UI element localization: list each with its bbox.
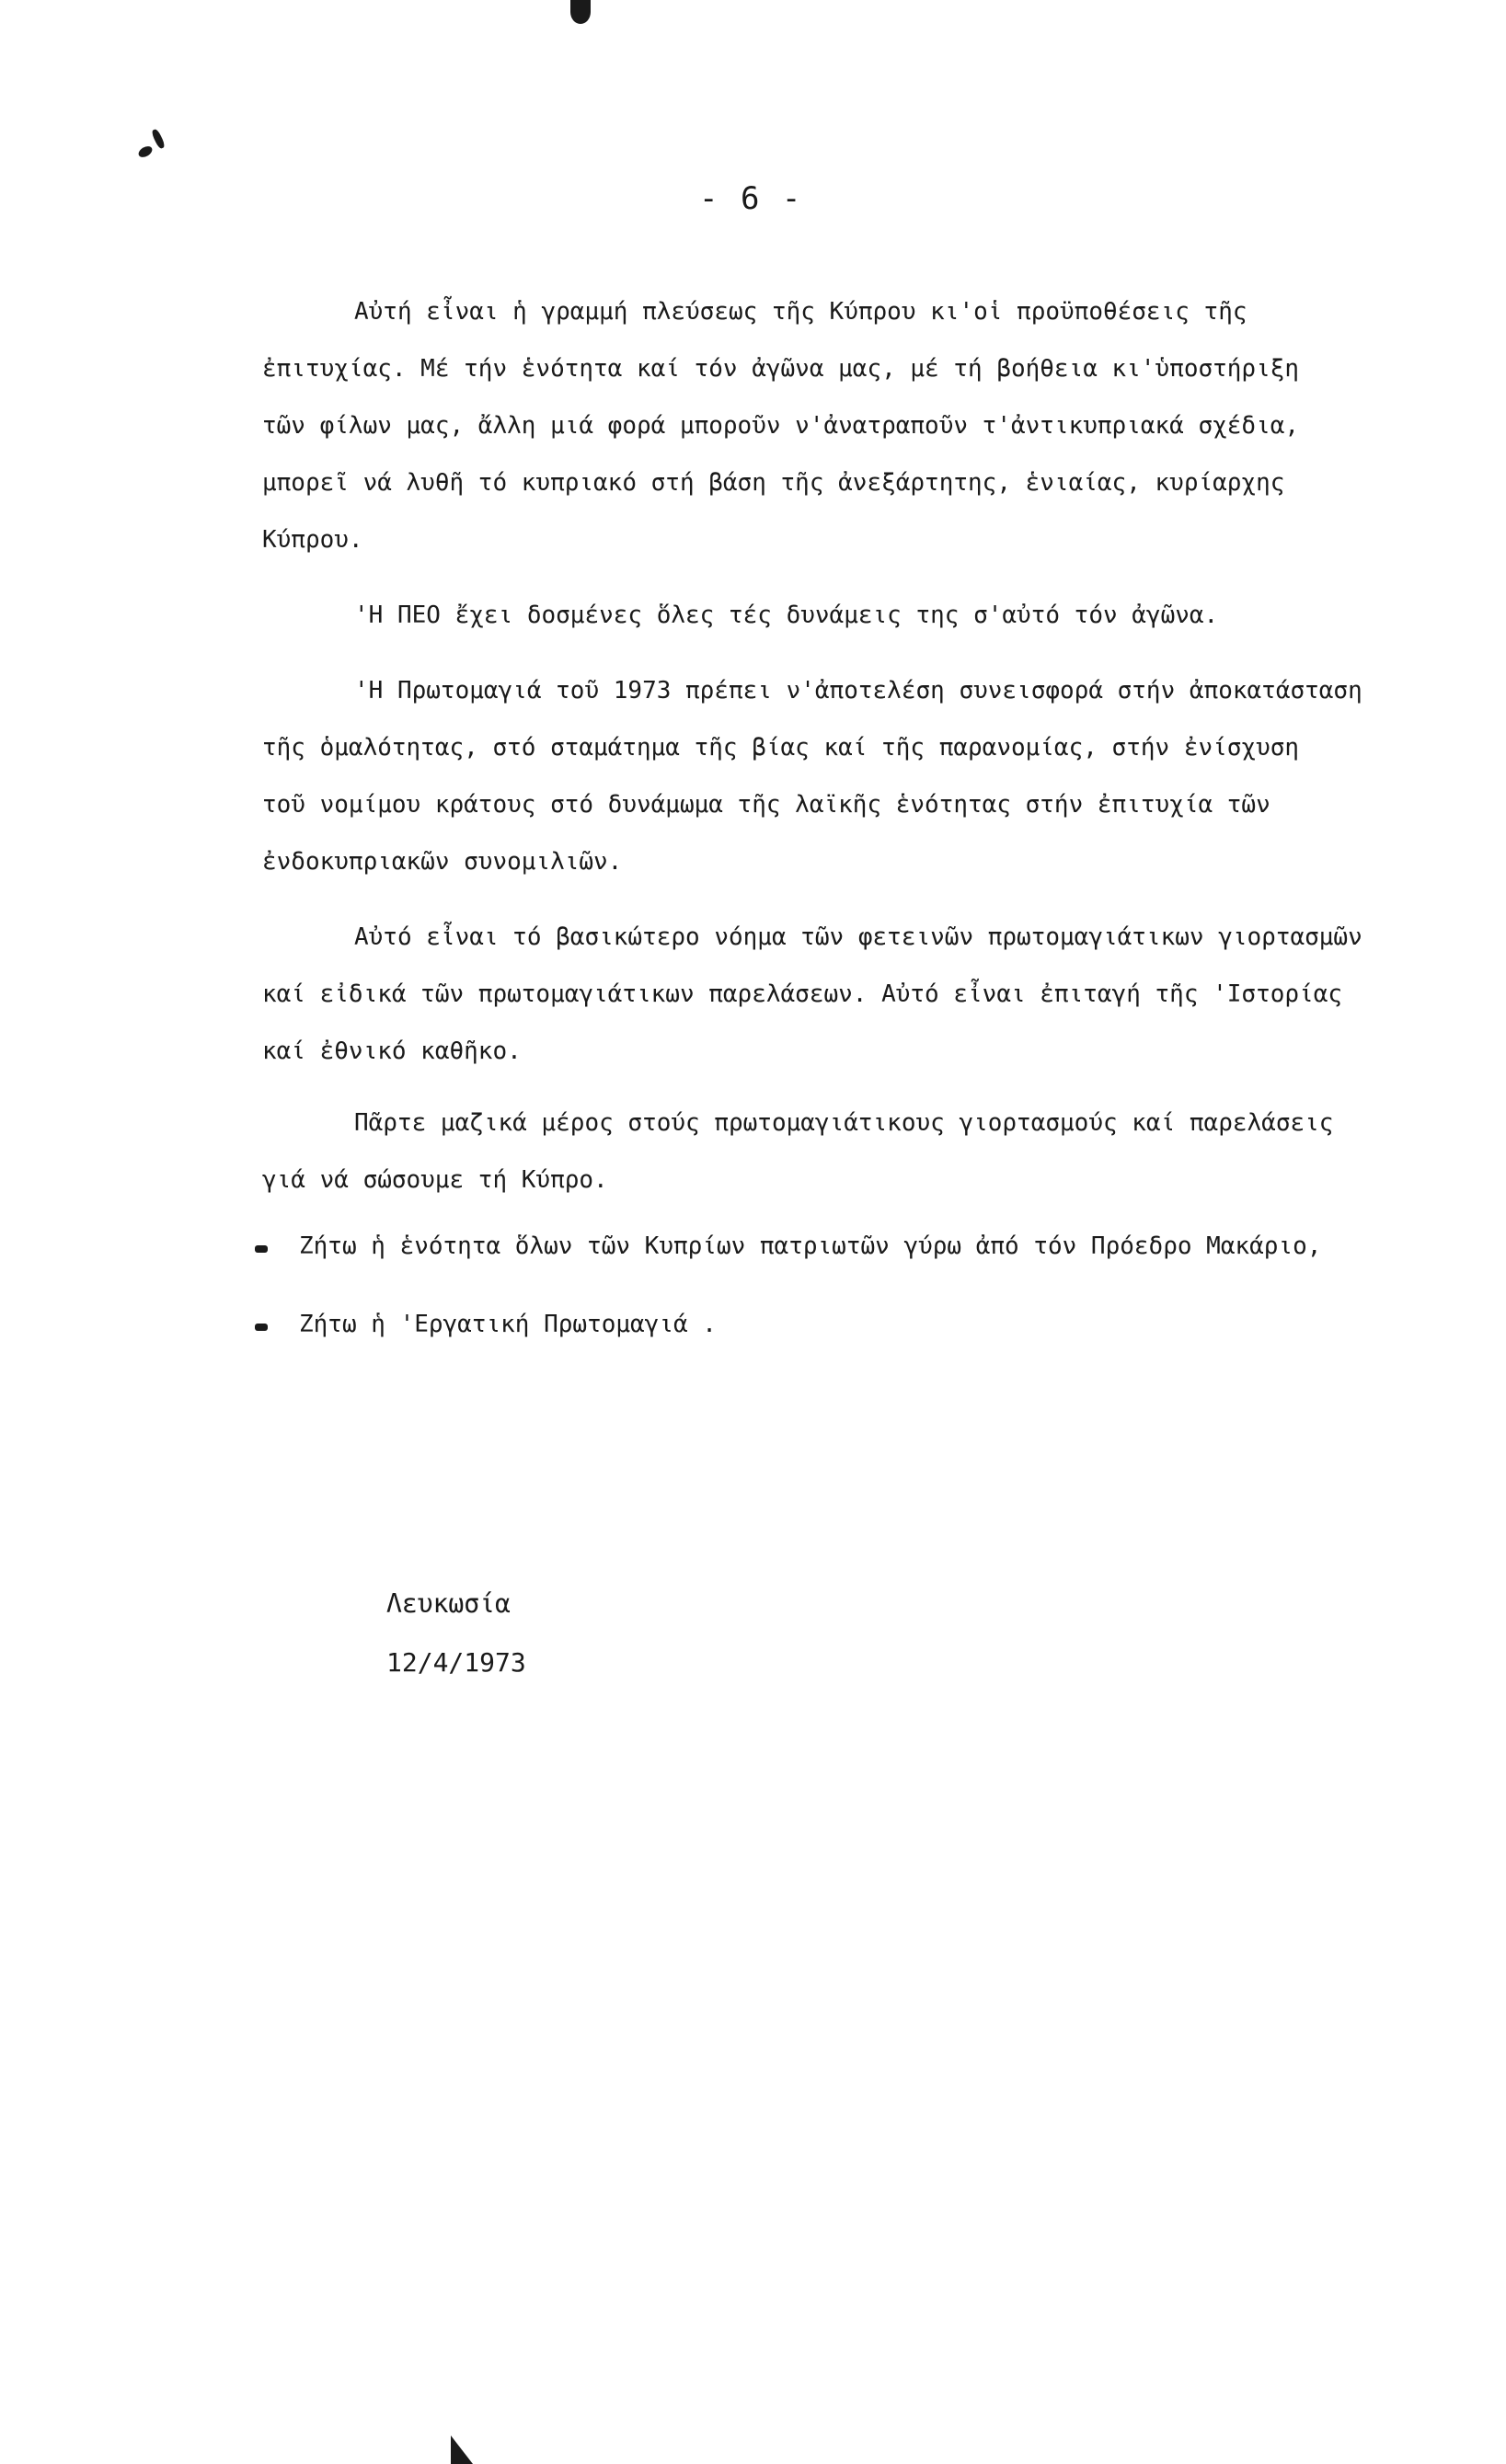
paragraph-1 [262, 283, 1449, 568]
paragraph-5 [262, 1094, 1449, 1209]
text-line: Αὐτή εἶναι ἡ γραμμή πλεύσεως τῆς Κύπρου κι'οἱ προϋποθέσεις τῆς [354, 298, 1247, 326]
signoff [386, 1575, 526, 1692]
text-line: 'Η Πρωτομαγιά τοῦ 1973 πρέπει ν'ἀποτελέση συνεισφορά στήν ἀποκατάσταση [354, 677, 1362, 705]
ink-mark [570, 0, 591, 24]
text-line: Αὐτό εἶναι τό βασικώτερο νόημα τῶν φετεινῶν πρωτομαγιάτικων γιορτασμῶν [354, 923, 1362, 951]
bullet-icon [255, 1324, 268, 1331]
signoff-place: Λευκωσία [386, 1588, 511, 1619]
ink-mark [151, 128, 167, 149]
page-number: - 6 - [699, 180, 803, 217]
text-line: τῶν φίλων μας, ἄλλη μιά φορά μποροῦν ν'ἀνατραποῦν τ'ἀντικυπριακά σχέδια, [262, 412, 1300, 440]
bullet-icon [255, 1245, 268, 1253]
ink-mark [451, 2435, 473, 2464]
slogan-text: Ζήτω ἡ ἑνότητα ὅλων τῶν Κυπρίων πατριωτῶν γύρω ἀπό τόν Πρόεδρο Μακάριο, [299, 1232, 1322, 1260]
ink-mark [137, 144, 155, 160]
paragraph-4 [262, 909, 1449, 1080]
text-line: καί εἰδικά τῶν πρωτομαγιάτικων παρελάσεων. Αὐτό εἶναι ἐπιταγή τῆς 'Ιστορίας [262, 980, 1342, 1008]
text-line: τῆς ὁμαλότητας, στό σταμάτημα τῆς βίας καί τῆς παρανομίας, στήν ἐνίσχυση [262, 734, 1300, 762]
text-line: Πᾶρτε μαζικά μέρος στούς πρωτομαγιάτικους γιορτασμούς καί παρελάσεις [354, 1109, 1334, 1137]
text-line: γιά νά σώσουμε τή Κύπρο. [262, 1166, 608, 1194]
paragraph-2 [262, 587, 1449, 644]
text-line: 'Η ΠΕΟ ἔχει δοσμένες ὅλες τές δυνάμεις της σ'αὐτό τόν ἀγῶνα. [354, 602, 1219, 629]
slogan-text: Ζήτω ἡ 'Εργατική Πρωτομαγιά . [299, 1311, 717, 1338]
text-line: μπορεῖ νά λυθῆ τό κυπριακό στή βάση τῆς ἀνεξάρτητης, ἑνιαίας, κυρίαρχης [262, 469, 1285, 497]
text-line: καί ἐθνικό καθῆκο. [262, 1037, 522, 1065]
text-line: ἐπιτυχίας. Μέ τήν ἑνότητα καί τόν ἀγῶνα μας, μέ τή βοήθεια κι'ὑποστήριξη [262, 355, 1300, 383]
text-line: Κύπρου. [262, 526, 363, 554]
slogan-line [299, 1232, 1321, 1260]
slogan-line [299, 1311, 717, 1338]
text-line: τοῦ νομίμου κράτους στό δυνάμωμα τῆς λαϊκῆς ἑνότητας στήν ἐπιτυχία τῶν [262, 791, 1270, 819]
text-line: ἐνδοκυπριακῶν συνομιλιῶν. [262, 848, 623, 876]
paragraph-3 [262, 662, 1449, 890]
signoff-date: 12/4/1973 [386, 1647, 526, 1678]
